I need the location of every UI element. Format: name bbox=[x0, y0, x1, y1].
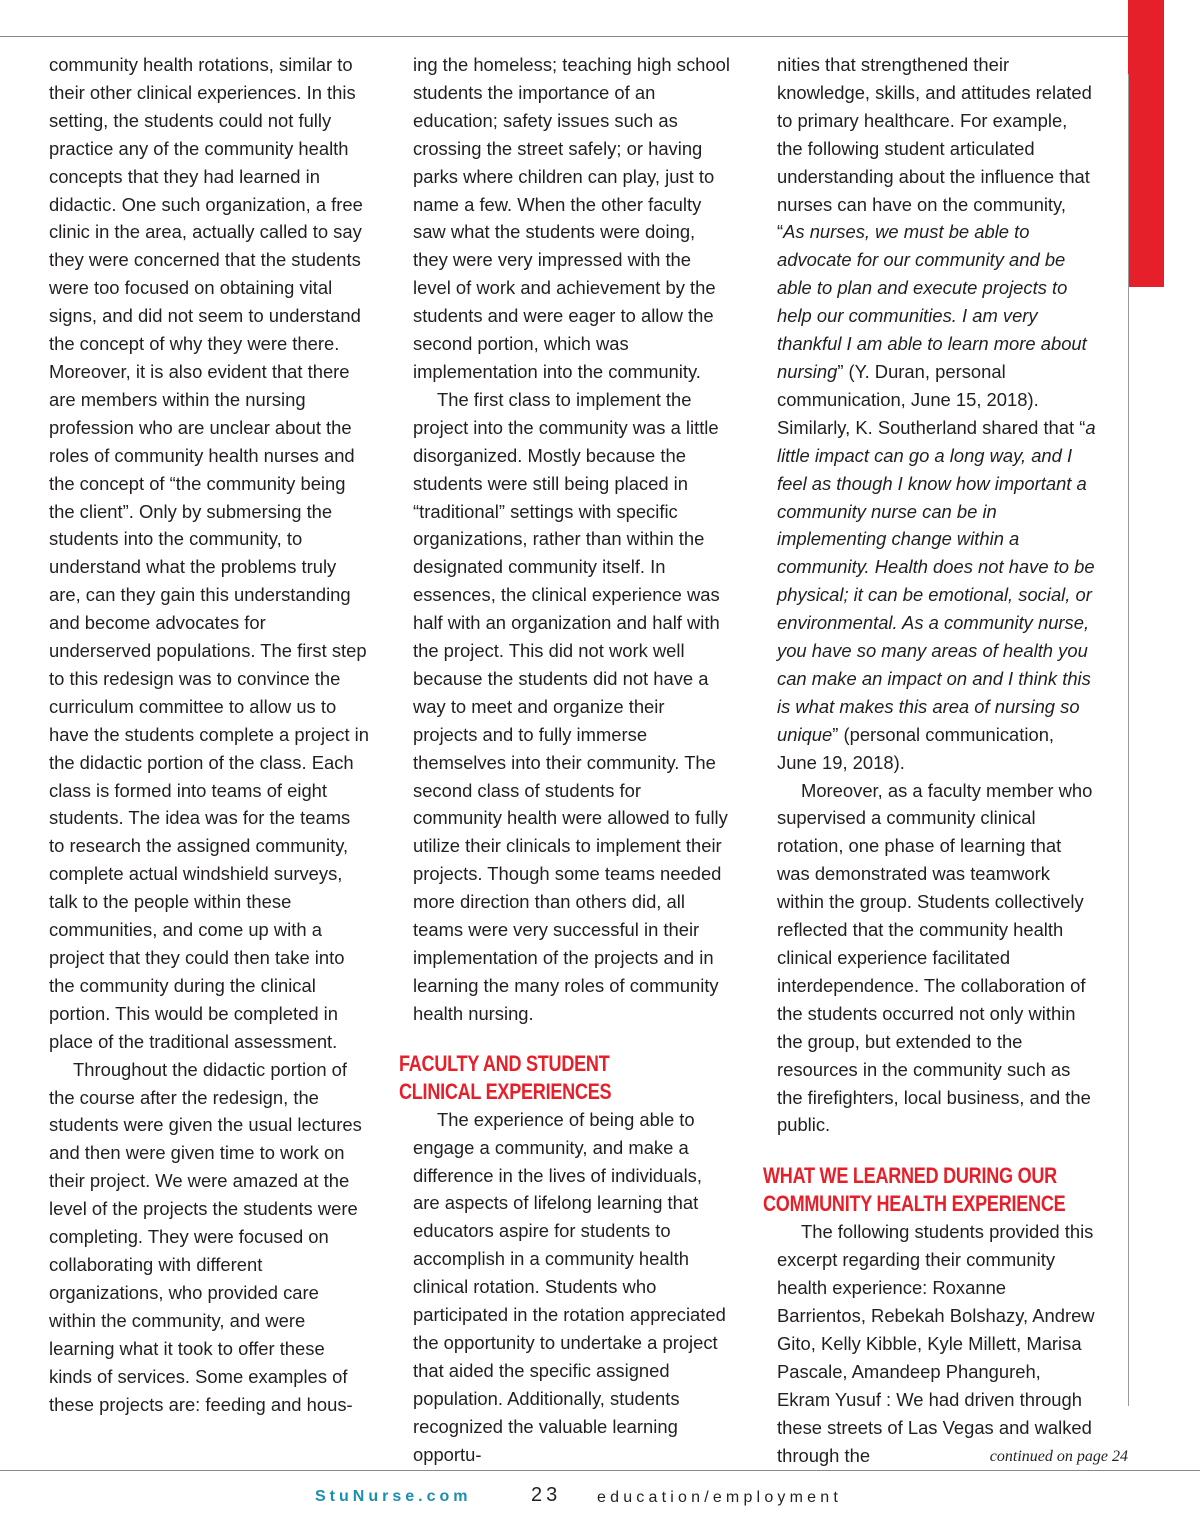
section-heading-faculty-student bbox=[399, 1050, 727, 1106]
paragraph: Throughout the didactic portion of the course after the redesign, the students were given the usual lectures and then were given time to work on their project. We were amazed at the level of the projects the students were completing. They were focused on collaborating with different organizations, who provided care within the community, and were learning what it took to offer these kinds of services. Some examples of these projects are: feeding and hous- bbox=[49, 1058, 362, 1415]
heading-line: CLINICAL EXPERIENCES bbox=[399, 1078, 612, 1104]
page-number: 23 bbox=[531, 1484, 562, 1506]
paragraph: community health rotations, similar to their other clinical experiences. In this setting, the students could not fully practice any of the community health concepts that they had learned in didactic. One such organization, a free clinic in the area, actually called to say they were concerned that the students were too focused on obtaining vital signs, and did not seem to understand the concept of why they were there. Moreover, it is also evident that there are members within the nursing profession who are unclear about the roles of community health nurses and the concept of “the community being the client”. Only by submersing the students into the community, to understand what the problems truly are, can they gain this understanding and become advocates for underserved populations. The first step to this redesign was to convince the curriculum committee to allow us to have the students complete a project in the didactic portion of the class. Each class is formed into teams of eight students. The idea was for the teams to research the assigned community, complete actual windshield surveys, talk to the people within these communities, and come up with a project that they could then take into the community during the clinical portion. This would be completed in place of the traditional assessment. bbox=[49, 54, 369, 1052]
text-run: ” (personal communication, June 19, 2018). bbox=[777, 723, 1055, 773]
paragraph: The experience of being able to engage a community, and make a difference in the lives of individuals, are aspects of lifelong learning that educators aspire for students to accomplish in a community health clinical rotation. Students who participated in the rotation appreciated the opportunity to undertake a project that aided the specific assigned population. Additionally, students recognized the valuable learning opportu- bbox=[413, 1108, 726, 1465]
right-margin-line bbox=[1128, 74, 1129, 1406]
heading-line: FACULTY AND STUDENT bbox=[399, 1050, 610, 1076]
heading-line: COMMUNITY HEALTH EXPERIENCE bbox=[763, 1191, 1066, 1217]
paragraph: The first class to implement the project into the community was a little disorganized. Mostly because the students were still being placed in “traditional” settings with specific organizations, rather than within the designated community itself. In essences, the clinical experience was half with an organization and half with the project. This did not work well because the students did not have a way to meet and organize their projects and to fully immerse themselves into their community. The second class of students for community health were allowed to fully utilize their clinicals to implement their projects. Though some teams needed more direction than others did, all teams were very successful in their implementation of the projects and in learning the many roles of community health nursing. bbox=[413, 388, 728, 1024]
bottom-rule bbox=[0, 1470, 1200, 1471]
paragraph: The following students provided this excerpt regarding their community health experience: Roxanne Barrientos, Rebekah Bolshazy, Andrew Gito, Kelly Kibble, Kyle Millett, Marisa Pascale, Amandeep Phangureh, Ekram Yusuf : We had driven through these streets of Las Vegas and walked through the bbox=[777, 1221, 1095, 1466]
footer-site-link[interactable]: StuNurse.com bbox=[315, 1488, 472, 1505]
text-run: nities that strengthened their knowledge, skills, and attitudes related to primary healthcare. For example, the following student articulated understanding about the influence that nurses can have on the community, “ bbox=[777, 54, 1092, 243]
column-2 bbox=[399, 51, 733, 1469]
student-quote: As nurses, we must be able to advocate for our community and be able to plan and execute projects to help our communities. I am very thankful I am able to learn more about nursing bbox=[777, 221, 1087, 382]
text-run: ” (Y. Duran, personal communication, June 15, 2018). Similarly, K. Southerland shared that “ bbox=[777, 360, 1086, 438]
student-quote: a little impact can go a long way, and I feel as though I know how important a community nurse can be in implementing change within a community. Health does not have to be physical; it can be emotional, social, or environmental. As a community nurse, you have so many areas of health you can make an impact on and I think this is what makes this area of nursing so unique bbox=[777, 416, 1096, 745]
column-1 bbox=[49, 51, 369, 1418]
heading-line: WHAT WE LEARNED DURING OUR bbox=[763, 1163, 1057, 1189]
paragraph: Moreover, as a faculty member who supervised a community clinical rotation, one phase of learning that was demonstrated was teamwork within the group. Students collectively reflected that the community health clinical experience facilitated interdependence. The collaboration of the students occurred not only within the group, but extended to the resources in the community such as the firefighters, local business, and the public. bbox=[777, 779, 1093, 1136]
continued-note: continued on page 24 bbox=[989, 1448, 1128, 1465]
page-footer bbox=[0, 1484, 1200, 1514]
paragraph bbox=[777, 51, 1097, 777]
top-rule bbox=[0, 36, 1128, 37]
paragraph: ing the homeless; teaching high school students the importance of an education; safety issues such as crossing the street safely; or having parks where children can play, just to name a few. When the other faculty saw what the students were doing, they were very impressed with the level of work and achievement by the students and were eager to allow the second portion, which was implementation into the community. bbox=[413, 54, 730, 382]
red-edge-tab bbox=[1128, 0, 1164, 287]
footer-section: education/employment bbox=[597, 1489, 842, 1506]
column-3 bbox=[763, 51, 1097, 1470]
right-margin bbox=[1164, 0, 1200, 1540]
section-heading-what-we-learned bbox=[763, 1162, 1091, 1218]
